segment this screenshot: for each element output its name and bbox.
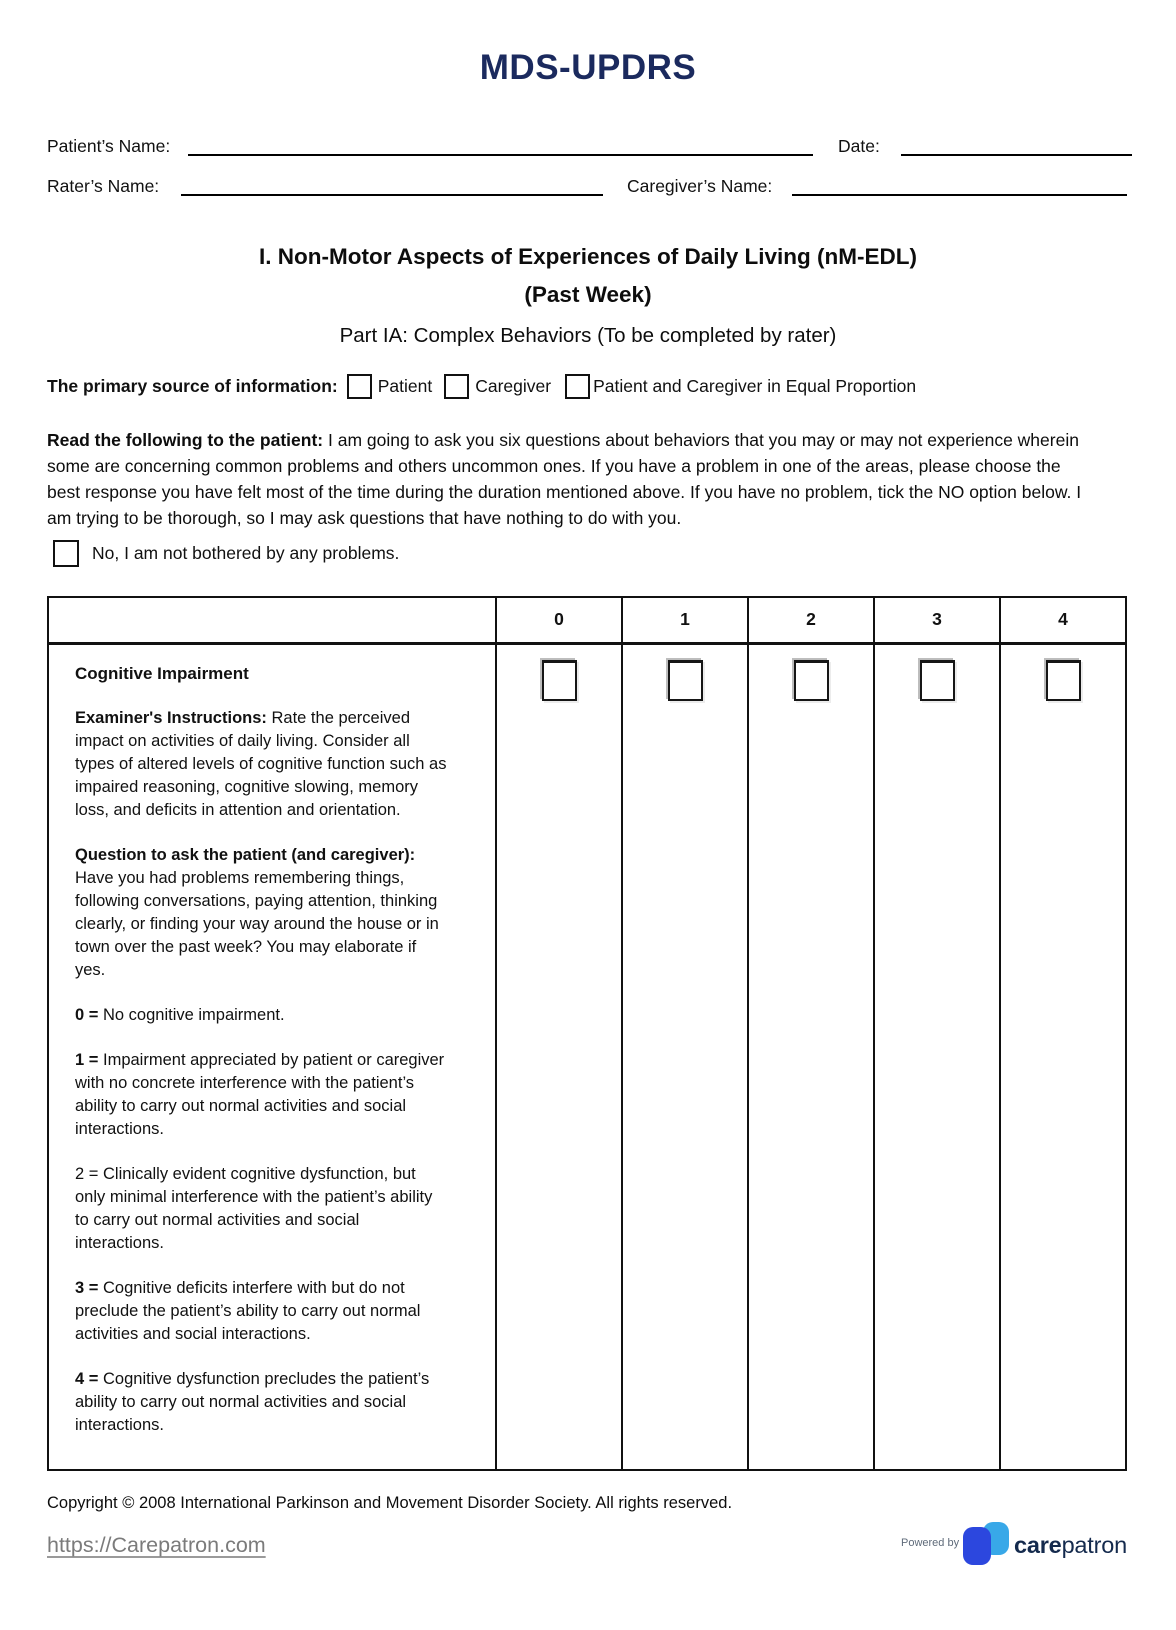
wordmark-care: care <box>1014 1532 1062 1558</box>
primary-source-row <box>47 374 916 399</box>
score-cell-3 <box>874 643 1000 1470</box>
source-equal-proportion-checkbox[interactable] <box>565 374 590 399</box>
logo-blob-left <box>963 1527 991 1565</box>
source-caregiver-checkbox[interactable] <box>444 374 469 399</box>
source-caregiver-label: Caregiver <box>475 376 552 396</box>
item-description-cell <box>48 643 496 1470</box>
score-header-empty <box>48 597 496 643</box>
section-heading-line2: (Past Week) <box>524 282 652 307</box>
no-problems-row <box>53 540 399 567</box>
carepatron-link[interactable]: https://Carepatron.com <box>47 1533 266 1557</box>
patient-name-label: Patient’s Name: <box>47 136 171 156</box>
date-field[interactable] <box>901 136 1132 156</box>
score-checkbox-2[interactable] <box>794 660 829 701</box>
score-cell-2 <box>748 643 874 1470</box>
score-definition-1: 1 = Impairment appreciated by patient or caregiver with no concrete interference with the patient’s ability to carry out normal activities and social interactions. <box>75 1050 445 1138</box>
score-definition-4: 4 = Cognitive dysfunction precludes the patient’s ability to carry out normal activities and social interactions. <box>75 1369 430 1434</box>
primary-source-label: The primary source of information: <box>47 376 338 396</box>
read-instructions-lead: Read the following to the patient: <box>47 430 324 450</box>
carepatron-wordmark <box>1014 1532 1127 1559</box>
score-cell-4 <box>1000 643 1126 1470</box>
read-instructions-paragraph <box>47 427 1085 531</box>
no-problems-label: No, I am not bothered by any problems. <box>92 543 400 563</box>
page-title: MDS-UPDRS <box>479 48 697 87</box>
score-checkbox-3[interactable] <box>920 660 955 701</box>
score-definition-2: 2 = Clinically evident cognitive dysfunction, but only minimal interference with the patient’s ability to carry out normal activities and social interactions. <box>75 1164 433 1252</box>
score-cell-0 <box>496 643 622 1470</box>
caregiver-name-label: Caregiver’s Name: <box>627 176 773 196</box>
date-label: Date: <box>838 136 880 156</box>
source-patient-checkbox[interactable] <box>347 374 372 399</box>
score-checkbox-1[interactable] <box>668 660 703 701</box>
section-heading <box>0 238 1176 314</box>
rater-name-field[interactable] <box>181 176 603 196</box>
section-subheading: Part IA: Complex Behaviors (To be completed by rater) <box>339 324 837 347</box>
score-definition-0: 0 = No cognitive impairment. <box>75 1005 285 1024</box>
score-header-3: 3 <box>874 597 1000 643</box>
score-header-4: 4 <box>1000 597 1126 643</box>
wordmark-patron: patron <box>1061 1532 1127 1558</box>
no-problems-checkbox[interactable] <box>53 540 79 567</box>
source-patient-label: Patient <box>377 376 433 396</box>
question-to-ask: Question to ask the patient (and caregiver): Have you had problems remembering things, following conversations, paying attention, thinking clearly, or finding your way around the house or in town over the past week? You may elaborate if yes. <box>75 845 439 979</box>
rater-name-label: Rater’s Name: <box>47 176 160 196</box>
caregiver-name-field[interactable] <box>792 176 1127 196</box>
rating-table <box>47 596 1127 1471</box>
examiner-instructions: Examiner's Instructions: Rate the perceived impact on activities of daily living. Consider all types of altered levels of cognitive function such as impaired reasoning, cognitive slowing, memory loss, and deficits in attention and orientation. <box>75 708 447 819</box>
patient-name-field[interactable] <box>188 136 813 156</box>
powered-by-label: Powered by <box>901 1537 960 1549</box>
score-header-0: 0 <box>496 597 622 643</box>
score-header-row <box>48 597 1126 643</box>
score-checkbox-0[interactable] <box>542 660 577 701</box>
score-checkbox-4[interactable] <box>1046 660 1081 701</box>
read-instructions-body: I am going to ask you six questions about behaviors that you may or may not experience wherein some are concerning common problems and others uncommon ones. If you have a problem in one of the areas, please choose the best response you have felt most of the time during the duration mentioned above. If you have no problem, tick the NO option below. I am trying to be thorough, so I may ask questions that have nothing to do with you. <box>47 430 1082 528</box>
item-title: Cognitive Impairment <box>75 663 249 683</box>
score-cell-1 <box>622 643 748 1470</box>
section-heading-line1: I. Non-Motor Aspects of Experiences of Daily Living (nM-EDL) <box>259 244 917 269</box>
source-equal-proportion-label: Patient and Caregiver in Equal Proportion <box>593 376 917 396</box>
cognitive-impairment-row <box>48 643 1126 1470</box>
copyright-text: Copyright © 2008 International Parkinson and Movement Disorder Society. All rights reserved. <box>47 1494 733 1512</box>
score-header-2: 2 <box>748 597 874 643</box>
score-definition-3: 3 = Cognitive deficits interfere with but do not preclude the patient’s ability to carry out normal activities and social interactions. <box>75 1278 421 1343</box>
score-header-1: 1 <box>622 597 748 643</box>
carepatron-logo-icon <box>963 1522 1010 1566</box>
